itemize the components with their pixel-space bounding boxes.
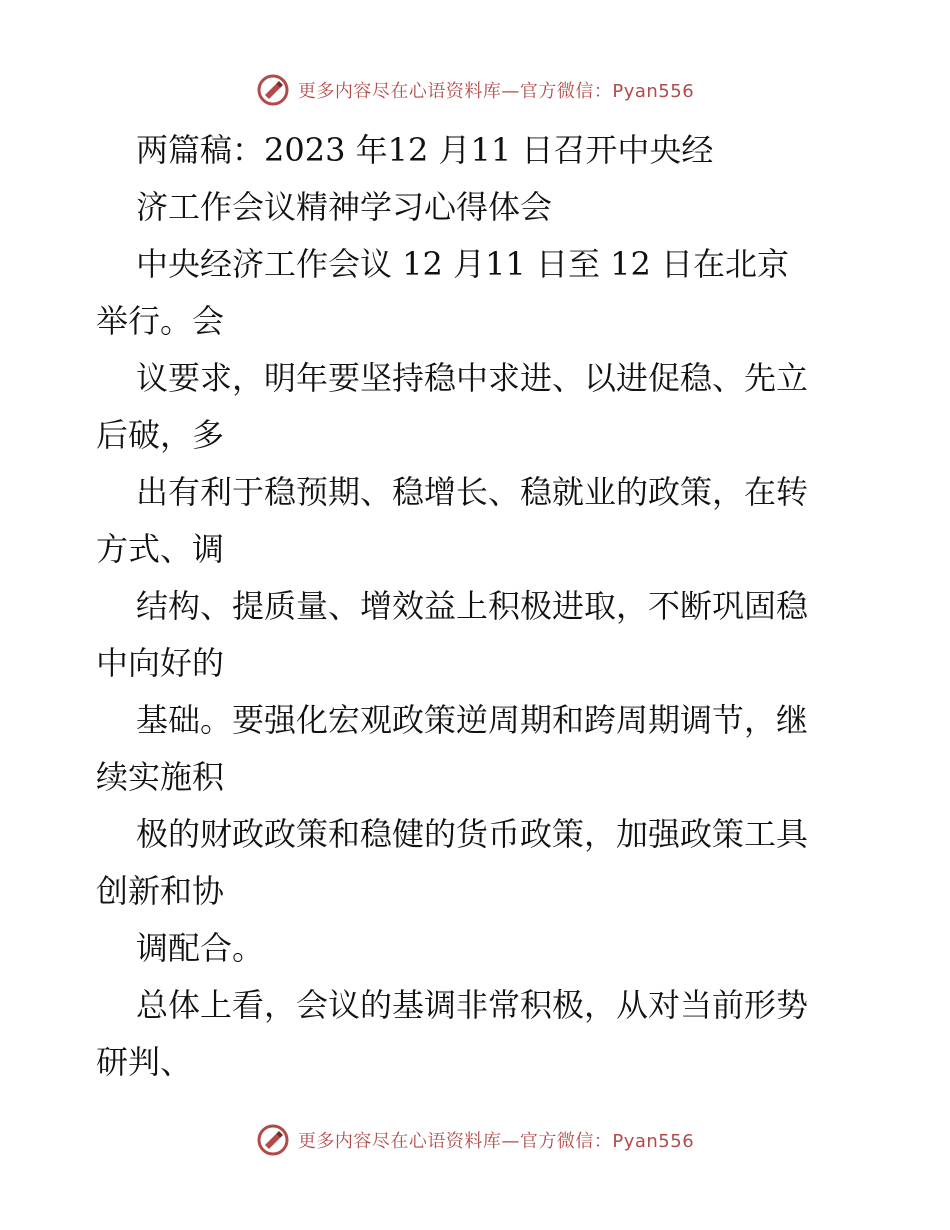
text-line: 济工作会议精神学习心得体会 [136, 188, 553, 226]
header-watermark [0, 70, 950, 110]
text-line: 后破，多 [96, 416, 225, 454]
watermark-text: 更多内容尽在心语资料库—官方微信：Pyan556 [297, 1131, 695, 1152]
text-line: 方式、调 [96, 530, 225, 568]
text-line: 出有利于稳预期、稳增长、稳就业的政策，在转 [136, 473, 809, 511]
text-line: 调配合。 [136, 929, 265, 967]
text-line: 研判、 [96, 1043, 193, 1081]
document-body [96, 122, 856, 1091]
text-line: 中央经济工作会议 12 月11 日至 12 日在北京 [136, 245, 790, 283]
pen-logo-icon [256, 73, 290, 107]
text-line: 基础。要强化宏观政策逆周期和跨周期调节，继 [136, 701, 809, 739]
text-line: 创新和协 [96, 872, 225, 910]
watermark-text: 更多内容尽在心语资料库—官方微信：Pyan556 [297, 81, 695, 102]
pen-logo-icon [256, 1123, 290, 1157]
text-line: 举行。会 [96, 302, 225, 340]
text-line: 议要求，明年要坚持稳中求进、以进促稳、先立 [136, 359, 809, 397]
text-line: 总体上看，会议的基调非常积极，从对当前形势 [136, 986, 809, 1024]
text-line: 续实施积 [96, 758, 225, 796]
text-line: 极的财政政策和稳健的货币政策，加强政策工具 [136, 815, 809, 853]
text-line: 结构、提质量、增效益上积极进取，不断巩固稳 [136, 587, 809, 625]
text-line: 两篇稿：2023 年12 月11 日召开中央经 [136, 131, 714, 169]
footer-watermark [0, 1120, 950, 1160]
text-line: 中向好的 [96, 644, 225, 682]
